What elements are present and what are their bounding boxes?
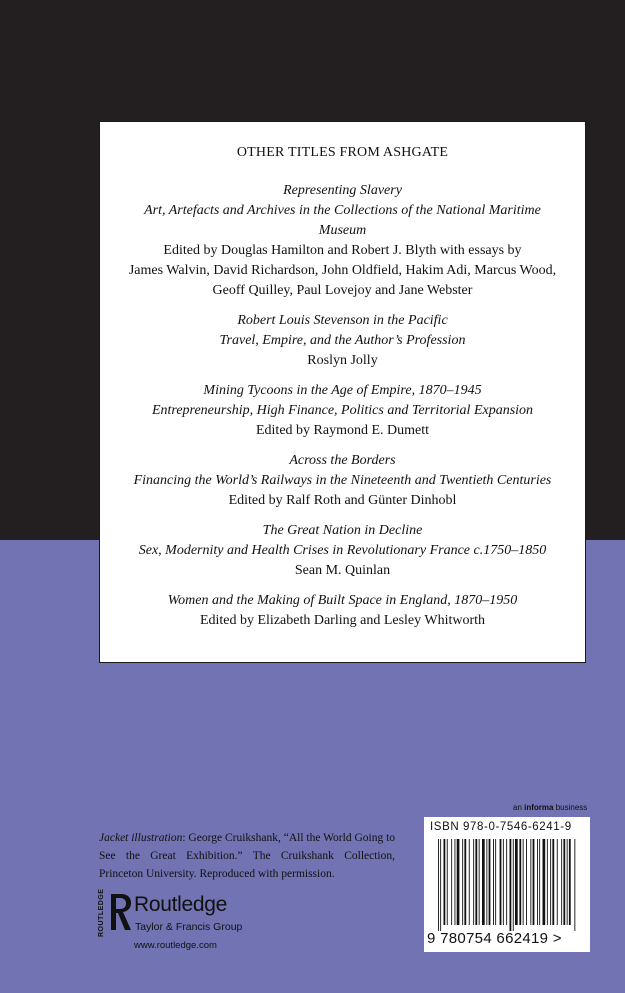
book-entry [100, 381, 585, 441]
publisher-name: Routledge [134, 893, 228, 916]
book-subtitle: Travel, Empire, and the Author’s Profession [219, 333, 466, 348]
other-titles-panel [99, 121, 586, 663]
barcode-bar [510, 839, 512, 931]
barcode-bar [537, 839, 538, 925]
isbn-number: ISBN 978-0-7546-6241-9 [430, 821, 572, 833]
barcode-bar [547, 839, 548, 925]
barcode-bar [455, 839, 456, 925]
barcode-bar [513, 839, 514, 931]
barcode-bar [464, 839, 466, 925]
barcode-bar [447, 839, 448, 925]
barcode-bar [482, 839, 485, 925]
book-author: Roslyn Jolly [307, 353, 378, 368]
barcode-bar [552, 839, 554, 925]
barcode-bar [457, 839, 460, 925]
book-title: Women and the Making of Built Space in England, 1870–1950 [167, 593, 518, 608]
book-author: Sean M. Quinlan [294, 563, 391, 578]
barcode-bar [486, 839, 487, 925]
book-entry [100, 311, 585, 371]
barcode-bar [574, 839, 575, 931]
barcode-bar [543, 839, 546, 925]
barcode-bar [444, 839, 446, 925]
barcode-bar [561, 839, 562, 925]
barcode-bar [489, 839, 491, 925]
barcode-bar [440, 839, 441, 931]
barcode-bar [506, 839, 507, 925]
book-entry [100, 181, 585, 301]
book-title: The Great Nation in Decline [262, 523, 423, 538]
barcode-bar [469, 839, 470, 925]
barcode-bar [475, 839, 477, 925]
publisher-website: www.routledge.com [134, 940, 217, 951]
book-entry [100, 451, 585, 511]
book-editors: James Walvin, David Richardson, John Oldfield, Hakim Adi, Marcus Wood, [128, 263, 557, 278]
barcode-bar [451, 839, 452, 925]
barcode-bars [424, 839, 590, 931]
barcode-bar [569, 839, 571, 925]
book-subtitle: Sex, Modernity and Health Crises in Revolutionary France c.1750–1850 [138, 543, 547, 558]
book-title: Representing Slavery [283, 183, 402, 198]
barcode-bar [539, 839, 540, 925]
barcode-bar [519, 839, 521, 925]
barcode-bar [462, 839, 463, 925]
book-author: Edited by Ralf Roth and Günter Dinhobl [228, 493, 457, 508]
book-author: Edited by Raymond E. Dumett [255, 423, 430, 438]
credit-label: Jacket illustration [99, 832, 183, 844]
routledge-logo [98, 889, 298, 939]
informa-business-label [513, 803, 587, 812]
barcode-bar [550, 839, 551, 925]
barcode-bar [473, 839, 474, 925]
publisher-group: Taylor & Francis Group [135, 921, 243, 933]
barcode-bar [438, 839, 439, 931]
book-title: Mining Tycoons in the Age of Empire, 1870–1945 [203, 383, 482, 398]
credit-text: : George Cruikshank, “All the World Going to See the Great Exhibition.” The Cruikshank Collection, Princeton University. Reproduced with permission. [99, 832, 396, 880]
book-editors: Edited by Douglas Hamilton and Robert J. Blyth with essays by [163, 243, 522, 258]
routledge-r-logo-icon [110, 892, 132, 932]
book-subtitle: Entrepreneurship, High Finance, Politics and Territorial Expansion [151, 403, 534, 418]
barcode-bar [557, 839, 558, 925]
barcode-bar [503, 839, 504, 925]
barcode-bar [563, 839, 565, 925]
barcode-bar [526, 839, 527, 925]
barcode-bar [500, 839, 502, 925]
barcode-bar [530, 839, 531, 925]
informa-suffix: business [553, 803, 588, 812]
book-title: Robert Louis Stevenson in the Pacific [237, 313, 448, 328]
logo-vertical-text: ROUTLEDGE [98, 888, 105, 937]
book-entry [100, 521, 585, 581]
barcode-bar [479, 839, 480, 925]
book-subtitle: Financing the World’s Railways in the Nineteenth and Twentieth Centuries [133, 473, 552, 488]
informa-bold: informa [524, 803, 554, 812]
book-subtitle: Museum [318, 223, 367, 238]
panel-heading: OTHER TITLES FROM ASHGATE [236, 145, 449, 160]
book-editors: Geoff Quilley, Paul Lovejoy and Jane Webster [212, 283, 473, 298]
isbn-barcode [424, 817, 590, 952]
barcode-bar [567, 839, 568, 925]
book-author: Edited by Elizabeth Darling and Lesley Whitworth [199, 613, 486, 628]
jacket-illustration-credit [99, 829, 395, 883]
barcode-digits: 9 780754 662419 > [427, 930, 562, 947]
book-title: Across the Borders [289, 453, 396, 468]
barcode-bar [495, 839, 496, 925]
barcode-bar [515, 839, 518, 925]
book-entry [100, 591, 585, 631]
barcode-bar [533, 839, 535, 925]
barcode-bar [493, 839, 494, 925]
barcode-bar [523, 839, 524, 925]
book-subtitle: Art, Artefacts and Archives in the Collections of the National Maritime [144, 203, 541, 218]
informa-prefix: an [513, 803, 525, 812]
